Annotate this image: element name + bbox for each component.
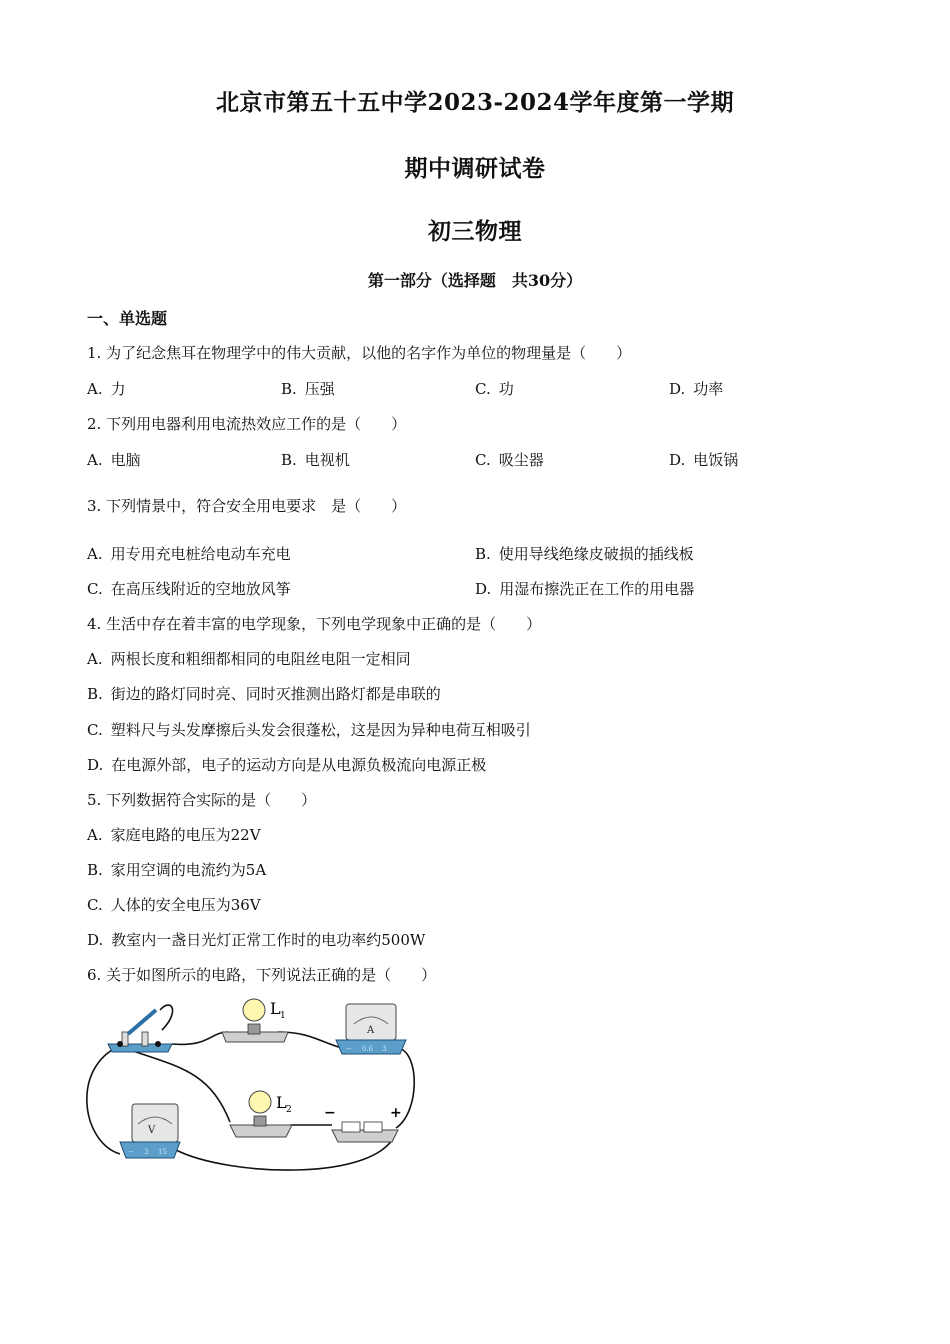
- option-letter: A.: [87, 545, 103, 563]
- option-text: 用湿布擦洗正在工作的用电器: [499, 580, 695, 598]
- question-5-option-d: [87, 929, 425, 950]
- question-1-option-a: [87, 378, 126, 399]
- option-text: 功: [498, 380, 514, 398]
- option-text: 街边的路灯同时亮、同时灭推测出路灯都是串联的: [110, 685, 441, 703]
- option-letter: B.: [281, 380, 297, 398]
- option-text: 在高压线附近的空地放风筝: [110, 580, 291, 598]
- question-1-option-b: [281, 378, 335, 399]
- option-letter: C.: [475, 380, 491, 398]
- lamp-l2-label: L: [276, 1093, 287, 1112]
- circuit-figure: [80, 992, 420, 1172]
- lamp-l1-subscript: 1: [280, 1011, 286, 1021]
- option-letter: A.: [87, 380, 103, 398]
- question-2-option-a: [87, 449, 141, 470]
- question-2-option-b: [281, 449, 350, 470]
- question-5-option-a: [87, 824, 261, 845]
- option-text: 功率: [693, 380, 724, 398]
- voltmeter-scale-low: 3: [144, 1148, 149, 1156]
- option-letter: D.: [87, 931, 104, 949]
- option-text: 压强: [304, 380, 335, 398]
- option-text: 两根长度和粗细都相同的电阻丝电阻一定相同: [110, 650, 411, 668]
- ammeter-label: A: [367, 1025, 375, 1036]
- option-letter: A.: [87, 650, 103, 668]
- question-6-stem: 6. 关于如图所示的电路，下列说法正确的是（ ）: [87, 966, 437, 984]
- question-2-stem: 2. 下列用电器利用电流热效应工作的是（ ）: [87, 415, 407, 433]
- option-text: 使用导线绝缘皮破损的插线板: [498, 545, 694, 563]
- subject-title: 初三物理: [428, 218, 522, 245]
- question-4-option-b: [87, 683, 441, 704]
- question-5-option-c: [87, 894, 261, 915]
- question-5-option-b: [87, 859, 266, 880]
- question-3-option-c: [87, 578, 291, 599]
- voltmeter-label: V: [148, 1125, 156, 1136]
- option-letter: C.: [87, 580, 103, 598]
- section-heading: 一、单选题: [87, 309, 168, 328]
- question-4-option-a: [87, 648, 411, 669]
- option-letter: B.: [87, 861, 103, 879]
- option-text: 家用空调的电流约为5A: [110, 861, 267, 879]
- option-letter: A.: [87, 826, 103, 844]
- battery-positive-label: +: [390, 1105, 402, 1121]
- ammeter-scale-neg: −: [346, 1045, 352, 1053]
- question-2-option-d: [669, 449, 738, 470]
- option-text: 塑料尺与头发摩擦后头发会很蓬松，这是因为异种电荷互相吸引: [110, 721, 531, 739]
- ammeter-scale-low: 0.6: [362, 1045, 374, 1053]
- option-text: 吸尘器: [498, 451, 544, 469]
- option-letter: B.: [281, 451, 297, 469]
- option-letter: B.: [87, 685, 103, 703]
- question-5-stem: 5. 下列数据符合实际的是（ ）: [87, 791, 317, 809]
- exam-school-title: 北京市第五十五中学2023-2024学年度第一学期: [215, 89, 735, 116]
- question-1-stem: 1. 为了纪念焦耳在物理学中的伟大贡献，以他的名字作为单位的物理量是（ ）: [87, 344, 632, 362]
- option-text: 电视机: [304, 451, 350, 469]
- option-letter: C.: [87, 721, 103, 739]
- lamp-l1-label: L: [270, 999, 281, 1018]
- exam-type-title: 期中调研试卷: [404, 155, 546, 182]
- switch-icon: [108, 1010, 172, 1052]
- option-text: 在电源外部，电子的运动方向是从电源负极流向电源正极: [111, 756, 487, 774]
- question-3-option-a: [87, 543, 291, 564]
- question-1-option-d: [669, 378, 723, 399]
- battery-negative-label: −: [324, 1105, 336, 1121]
- option-letter: C.: [87, 896, 103, 914]
- option-text: 用专用充电桩给电动车充电: [110, 545, 291, 563]
- voltmeter-scale-neg: −: [128, 1148, 134, 1156]
- option-letter: D.: [669, 451, 686, 469]
- ammeter-scale-high: 3: [382, 1045, 387, 1053]
- option-letter: C.: [475, 451, 491, 469]
- question-3-stem: 3. 下列情景中，符合安全用电要求 是（ ）: [87, 497, 407, 515]
- option-text: 力: [110, 380, 126, 398]
- option-text: 教室内一盏日光灯正常工作时的电功率约500W: [111, 931, 426, 949]
- part-heading: 第一部分（选择题 共30分）: [367, 271, 583, 290]
- option-letter: D.: [87, 756, 104, 774]
- option-text: 人体的安全电压为36V: [110, 896, 261, 914]
- question-4-option-c: [87, 719, 531, 740]
- question-1-option-c: [475, 378, 514, 399]
- question-3-option-b: [475, 543, 694, 564]
- option-letter: D.: [475, 580, 492, 598]
- option-letter: D.: [669, 380, 686, 398]
- question-2-option-c: [475, 449, 544, 470]
- question-3-option-d: [475, 578, 694, 599]
- option-text: 电脑: [110, 451, 141, 469]
- battery-icon: [332, 1122, 398, 1142]
- lamp-l2-subscript: 2: [286, 1105, 292, 1115]
- question-4-stem: 4. 生活中存在着丰富的电学现象，下列电学现象中正确的是（ ）: [87, 615, 542, 633]
- voltmeter-scale-high: 15: [158, 1148, 167, 1156]
- option-letter: A.: [87, 451, 103, 469]
- option-text: 电饭锅: [693, 451, 739, 469]
- option-letter: B.: [475, 545, 491, 563]
- option-text: 家庭电路的电压为22V: [110, 826, 261, 844]
- question-4-option-d: [87, 754, 486, 775]
